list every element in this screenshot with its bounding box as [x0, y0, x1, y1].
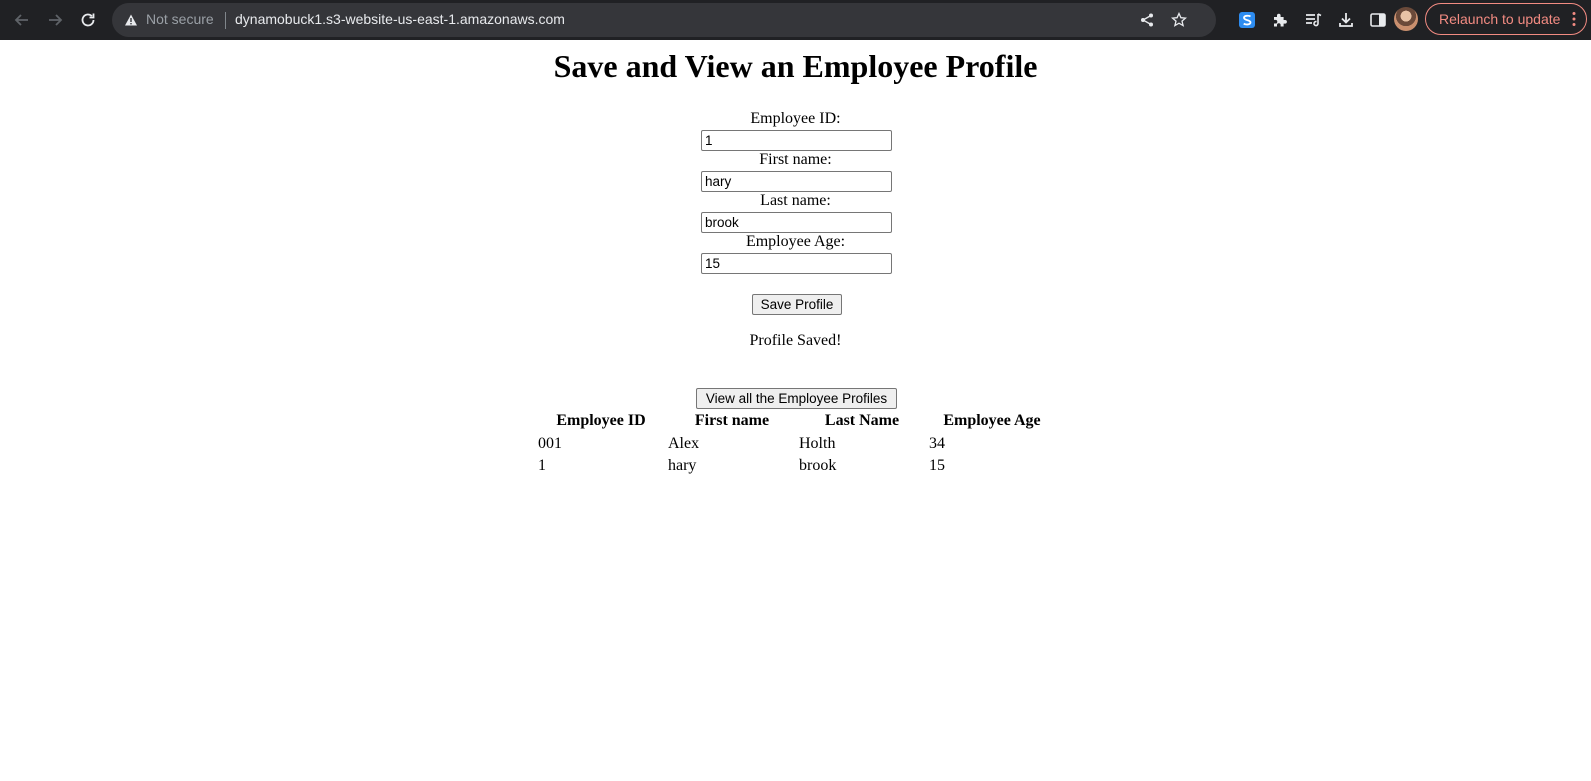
share-button[interactable] [1137, 10, 1157, 30]
browser-toolbar [0, 0, 1591, 40]
employee-age-input[interactable] [701, 253, 892, 274]
more-vert-icon [1572, 11, 1576, 27]
profile-avatar[interactable] [1394, 7, 1418, 31]
table-cell-last-name: brook [799, 457, 837, 474]
forward-arrow-icon [45, 10, 65, 30]
download-icon [1337, 11, 1355, 29]
employee-id-input[interactable] [701, 130, 892, 151]
extensions-button[interactable] [1268, 8, 1292, 32]
save-profile-button[interactable]: Save Profile [752, 294, 842, 315]
first-name-input[interactable] [701, 171, 892, 192]
url-text[interactable]: dynamobuck1.s3-website-us-east-1.amazonaws.com [235, 11, 565, 27]
address-bar[interactable] [112, 3, 1216, 37]
forward-button[interactable] [41, 6, 69, 34]
bookmark-button[interactable] [1169, 10, 1189, 30]
reading-list-button[interactable] [1301, 8, 1325, 32]
side-panel-icon [1369, 11, 1387, 29]
reload-button[interactable] [74, 6, 102, 34]
extension-s-icon [1238, 11, 1256, 29]
reload-icon [78, 10, 98, 30]
status-message: Profile Saved! [749, 332, 842, 349]
first-name-label: First name: [759, 151, 832, 168]
star-icon [1171, 12, 1187, 28]
table-cell-employee-id: 001 [538, 435, 562, 452]
employee-id-label: Employee ID: [750, 110, 841, 127]
table-header-employee-id: Employee ID [556, 412, 646, 429]
table-header-last-name: Last Name [824, 412, 900, 429]
last-name-input[interactable] [701, 212, 892, 233]
downloads-button[interactable] [1334, 8, 1358, 32]
share-icon [1139, 12, 1155, 28]
table-cell-employee-age: 15 [929, 457, 945, 474]
omnibox-divider [225, 12, 226, 29]
table-header-employee-age: Employee Age [943, 412, 1041, 429]
view-all-profiles-button[interactable]: View all the Employee Profiles [696, 388, 897, 409]
puzzle-icon [1271, 11, 1289, 29]
relaunch-label: Relaunch to update [1439, 11, 1561, 27]
table-cell-first-name: hary [668, 457, 697, 474]
last-name-label: Last name: [760, 192, 831, 209]
table-cell-employee-id: 1 [538, 457, 546, 474]
security-label[interactable]: Not secure [146, 11, 214, 27]
table-cell-first-name: Alex [668, 435, 700, 452]
warning-icon [124, 13, 138, 27]
page-title: Save and View an Employee Profile [553, 48, 1038, 84]
relaunch-button[interactable] [1425, 3, 1587, 35]
side-panel-button[interactable] [1366, 8, 1390, 32]
reading-list-icon [1304, 11, 1322, 29]
back-arrow-icon [12, 10, 32, 30]
employee-age-label: Employee Age: [745, 233, 846, 250]
table-cell-employee-age: 34 [929, 435, 945, 452]
back-button[interactable] [8, 6, 36, 34]
table-header-first-name: First name [694, 412, 770, 429]
table-cell-last-name: Holth [799, 435, 836, 452]
extension-s-button[interactable] [1235, 8, 1259, 32]
